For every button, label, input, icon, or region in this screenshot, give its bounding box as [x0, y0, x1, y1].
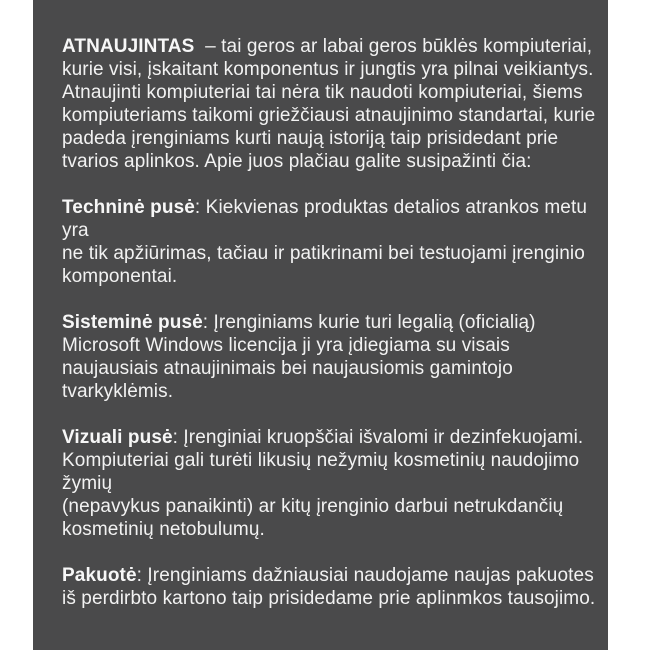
text-line: padeda įrenginiams kurti naują istoriją taip prisidedant prie — [62, 128, 559, 149]
text-line — [62, 426, 600, 449]
text-line: tvarios aplinkos. Apie juos plačiau galite susipažinti čia: — [62, 151, 532, 172]
text-line: kosmetinių netobulumų. — [62, 519, 265, 540]
text-line: tvarkyklėmis. — [62, 381, 174, 402]
text-line: Kompiuteriai gali turėti likusių nežymių kosmetinių naudojimo žymių — [62, 450, 585, 494]
text-line: ne tik apžiūrimas, tačiau ir patikrinami bei testuojami įrenginio — [62, 243, 585, 264]
text-line: komponentai. — [62, 266, 178, 287]
paragraph-sistemine-puse — [62, 311, 600, 403]
paragraph-technine-puse — [62, 196, 600, 288]
paragraph-atnaujintas-intro — [62, 35, 600, 173]
text-line: Microsoft Windows licencija ji yra įdiegiama su visais — [62, 335, 510, 356]
lead-pakuote: Pakuotė — [62, 565, 137, 586]
text-line-rest: : Kiekvienas produktas detalios atrankos metu yra — [62, 197, 593, 241]
lead-technine-puse: Techninė pusė — [62, 197, 195, 218]
text-line: (nepavykus panaikinti) ar kitų įrenginio darbui netrukdančių — [62, 496, 564, 517]
text-line — [62, 35, 600, 58]
paragraph-vizuali-puse — [62, 426, 600, 541]
text-line: kompiuteriams taikomi griežčiausi atnaujinimo standartai, kurie — [62, 105, 596, 126]
gray-text-panel — [33, 0, 608, 650]
text-line: Atnaujinti kompiuteriai tai nėra tik naudoti kompiuteriai, šiems — [62, 82, 583, 103]
lead-sistemine-puse: Sisteminė pusė — [62, 312, 203, 333]
text-line: kurie visi, įskaitant komponentus ir jungtis yra pilnai veikiantys. — [62, 59, 594, 80]
text-line — [62, 311, 600, 334]
text-line: iš perdirbto kartono taip prisidedame prie aplinmkos tausojimo. — [62, 588, 596, 609]
lead-atnaujintas: ATNAUJINTAS — [62, 36, 195, 57]
text-line — [62, 196, 600, 242]
text-line-rest: : Įrenginiams kurie turi legalią (oficialią) — [202, 312, 536, 333]
text-line-rest: : Įrenginiams dažniausiai naudojame naujas pakuotes — [136, 565, 594, 586]
text-line — [62, 564, 600, 587]
paragraph-pakuote — [62, 564, 600, 610]
lead-vizuali-puse: Vizuali pusė — [62, 427, 173, 448]
text-line: naujausiais atnaujinimais bei naujausiomis gamintojo — [62, 358, 513, 379]
text-line-rest: – tai geros ar labai geros būklės kompiuteriai, — [194, 36, 593, 57]
text-line-rest: : Įrenginiai kruopščiai išvalomi ir dezinfekuojami. — [172, 427, 584, 448]
